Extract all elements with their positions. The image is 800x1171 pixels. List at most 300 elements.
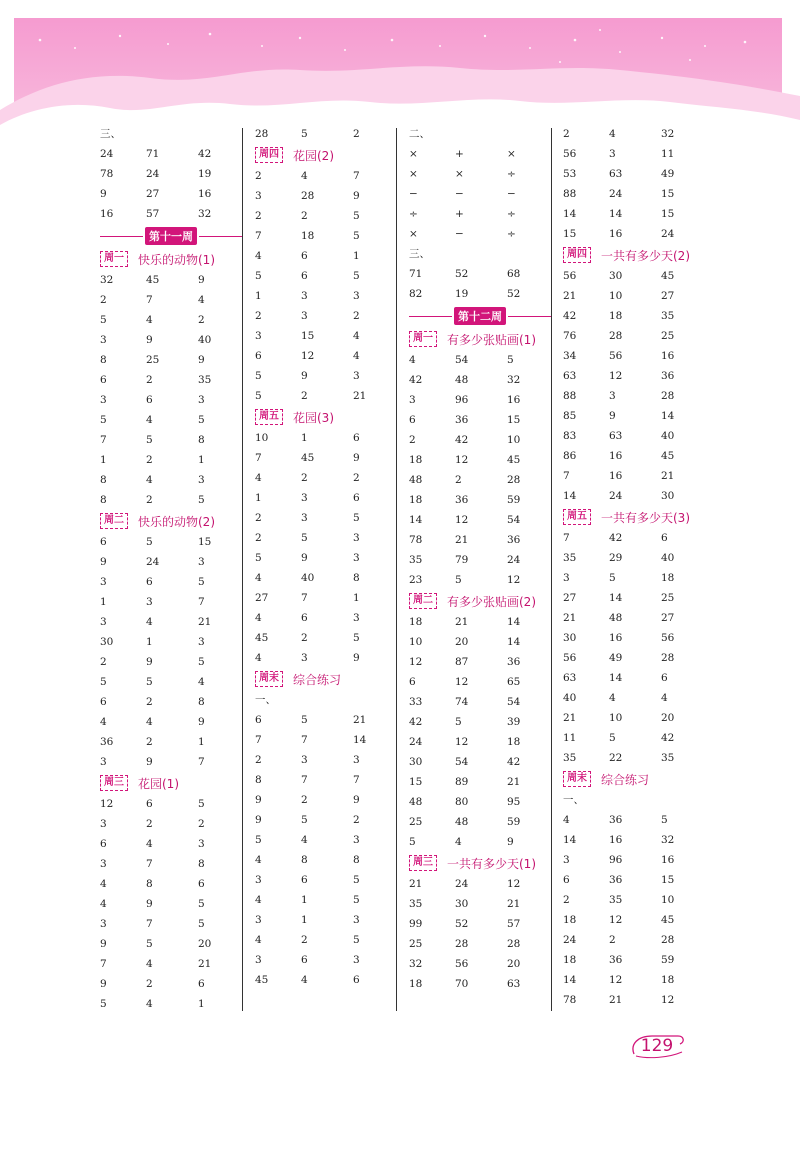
- answer-cell: 21: [409, 878, 423, 890]
- answer-row: [409, 692, 551, 712]
- answer-cell: 5: [255, 834, 262, 846]
- answer-row: [255, 468, 397, 488]
- answer-cell: 28: [661, 934, 675, 946]
- answer-cell: 49: [609, 652, 623, 664]
- answer-row: [100, 632, 242, 652]
- answer-cell: 65: [507, 676, 521, 688]
- answer-row: [100, 974, 242, 994]
- answer-cell: 7: [198, 756, 205, 768]
- answer-cell: 3: [255, 874, 262, 886]
- answer-cell: 2: [100, 656, 107, 668]
- answer-cell: 5: [353, 632, 360, 644]
- answer-cell: 4: [255, 652, 262, 664]
- answer-cell: 16: [661, 350, 675, 362]
- answer-row: [100, 370, 242, 390]
- answer-row: [409, 772, 551, 792]
- answer-cell: 3: [609, 390, 616, 402]
- answer-row: [255, 770, 397, 790]
- answer-row: [563, 708, 705, 728]
- answer-cell: 54: [455, 354, 469, 366]
- answer-cell: 8: [198, 696, 205, 708]
- answer-cell: 12: [455, 514, 469, 526]
- answer-cell: 9: [609, 410, 616, 422]
- answer-row: [100, 490, 242, 510]
- answer-cell: 87: [455, 656, 469, 668]
- answer-cell: 7: [100, 434, 107, 446]
- answer-cell: 9: [146, 756, 153, 768]
- answer-row: [409, 430, 551, 450]
- answer-cell: 4: [100, 878, 107, 890]
- answer-cell: 5: [609, 572, 616, 584]
- answer-cell: 10: [255, 432, 269, 444]
- answer-cell: 1: [100, 454, 107, 466]
- divider-line: [199, 236, 242, 237]
- answer-cell: 63: [507, 978, 521, 990]
- answer-cell: 25: [409, 938, 423, 950]
- answer-row: [100, 874, 242, 894]
- answer-cell: 35: [409, 898, 423, 910]
- answer-cell: 5: [255, 270, 262, 282]
- answer-cell: 2: [563, 128, 570, 140]
- answer-cell: 1: [353, 592, 360, 604]
- answer-row: [255, 890, 397, 910]
- answer-row: [409, 792, 551, 812]
- answer-cell: 3: [100, 394, 107, 406]
- section-header: [255, 406, 397, 428]
- answer-cell: 2: [146, 978, 153, 990]
- answer-row: [409, 204, 551, 224]
- answer-cell: 7: [198, 596, 205, 608]
- answer-row: [409, 832, 551, 852]
- answer-cell: 76: [563, 330, 577, 342]
- answer-cell: 32: [661, 128, 675, 140]
- answer-cell: 14: [507, 616, 521, 628]
- answer-cell: 56: [455, 958, 469, 970]
- answer-cell: 28: [507, 474, 521, 486]
- answer-cell: 5: [146, 938, 153, 950]
- answer-cell: 7: [100, 958, 107, 970]
- answer-cell: 2: [146, 494, 153, 506]
- answer-row: [100, 350, 242, 370]
- answer-cell: 49: [661, 168, 675, 180]
- answer-cell: 5: [198, 414, 205, 426]
- answer-cell: 9: [353, 652, 360, 664]
- answer-row: [409, 934, 551, 954]
- question-number: 二、: [409, 128, 430, 140]
- answer-cell: 6: [301, 954, 308, 966]
- answer-cell: 8: [353, 572, 360, 584]
- question-number: 三、: [100, 128, 121, 140]
- answer-cell: 4: [563, 814, 570, 826]
- section-title: 一共有多少天(1): [447, 856, 536, 871]
- answer-cell: 5: [198, 898, 205, 910]
- answer-cell: 5: [455, 574, 462, 586]
- answer-cell: 4: [455, 836, 462, 848]
- answer-row: [255, 608, 397, 628]
- answer-cell: 3: [100, 576, 107, 588]
- section-header: [255, 668, 397, 690]
- answer-cell: 5: [353, 894, 360, 906]
- answer-cell: 21: [353, 390, 367, 402]
- answer-cell: 7: [255, 452, 262, 464]
- answer-cell: 8: [301, 854, 308, 866]
- answer-row: [563, 486, 705, 506]
- answer-cell: 5: [198, 494, 205, 506]
- answer-cell: 21: [563, 712, 577, 724]
- answer-cell: 2: [301, 934, 308, 946]
- answer-cell: 80: [455, 796, 469, 808]
- answer-cell: 35: [198, 374, 212, 386]
- answer-cell: 12: [100, 798, 114, 810]
- week-title: 第十二周: [454, 307, 506, 325]
- answer-cell: 24: [563, 934, 577, 946]
- answer-cell: 24: [146, 556, 160, 568]
- answer-cell: 3: [198, 556, 205, 568]
- answer-cell: 8: [198, 434, 205, 446]
- answer-row: [255, 710, 397, 730]
- answer-cell: ×: [409, 168, 418, 180]
- answer-cell: 14: [609, 208, 623, 220]
- answer-cell: 3: [255, 914, 262, 926]
- answer-cell: 19: [198, 168, 212, 180]
- answer-row: [255, 186, 397, 206]
- answer-cell: 14: [409, 514, 423, 526]
- answer-cell: 12: [301, 350, 315, 362]
- answer-cell: 2: [301, 210, 308, 222]
- answer-cell: 6: [198, 978, 205, 990]
- answer-cell: 95: [507, 796, 521, 808]
- answer-cell: 4: [146, 474, 153, 486]
- answer-row: [563, 548, 705, 568]
- answer-cell: 21: [353, 714, 367, 726]
- answer-cell: 10: [609, 290, 623, 302]
- answer-row: [409, 732, 551, 752]
- answer-cell: 5: [146, 676, 153, 688]
- answer-cell: 28: [301, 190, 315, 202]
- answer-cell: 6: [146, 576, 153, 588]
- answer-cell: 83: [563, 430, 577, 442]
- answer-cell: 10: [661, 894, 675, 906]
- answer-cell: 18: [609, 310, 623, 322]
- answer-row: [100, 814, 242, 834]
- answer-cell: 34: [563, 350, 577, 362]
- answer-cell: 20: [661, 712, 675, 724]
- answer-cell: 12: [507, 574, 521, 586]
- answer-cell: 53: [563, 168, 577, 180]
- answer-cell: 28: [661, 652, 675, 664]
- week-title: 第十一周: [145, 227, 197, 245]
- answer-cell: 5: [198, 656, 205, 668]
- answer-cell: 48: [409, 796, 423, 808]
- question-number: 三、: [409, 248, 430, 260]
- answer-cell: 14: [507, 636, 521, 648]
- answer-cell: 15: [507, 414, 521, 426]
- answer-cell: 9: [100, 978, 107, 990]
- answer-cell: 11: [563, 732, 577, 744]
- answer-cell: 15: [661, 874, 675, 886]
- answer-cell: 6: [301, 250, 308, 262]
- answer-row: [255, 448, 397, 468]
- answer-row: [563, 648, 705, 668]
- answer-cell: 21: [661, 470, 675, 482]
- answer-row: [100, 144, 242, 164]
- answer-cell: 2: [301, 632, 308, 644]
- answer-cell: 4: [301, 834, 308, 846]
- section-header: [409, 852, 551, 874]
- answer-cell: 3: [198, 474, 205, 486]
- answer-cell: 96: [609, 854, 623, 866]
- answer-cell: 2: [146, 818, 153, 830]
- answer-cell: 12: [609, 914, 623, 926]
- answer-cell: 2: [353, 310, 360, 322]
- answer-cell: 3: [100, 858, 107, 870]
- answer-cell: 99: [409, 918, 423, 930]
- answer-cell: 2: [198, 314, 205, 326]
- answer-row: [409, 164, 551, 184]
- answer-cell: 9: [353, 452, 360, 464]
- answer-cell: 3: [353, 532, 360, 544]
- answer-cell: 5: [100, 314, 107, 326]
- answer-cell: 36: [609, 814, 623, 826]
- answer-cell: 3: [100, 818, 107, 830]
- answer-cell: 35: [661, 752, 675, 764]
- section-header: [563, 506, 705, 528]
- answer-cell: 5: [661, 814, 668, 826]
- answer-row: [100, 532, 242, 552]
- answer-cell: 36: [100, 736, 114, 748]
- answer-cell: 3: [563, 572, 570, 584]
- answer-cell: 35: [563, 752, 577, 764]
- section-header: [100, 772, 242, 794]
- answer-cell: 2: [353, 814, 360, 826]
- answer-cell: 5: [198, 918, 205, 930]
- answer-cell: 35: [563, 552, 577, 564]
- answer-cell: 29: [609, 552, 623, 564]
- answer-cell: 56: [661, 632, 675, 644]
- answer-cell: 45: [301, 452, 315, 464]
- answer-cell: 10: [409, 636, 423, 648]
- answer-row: [409, 874, 551, 894]
- answer-cell: 36: [455, 414, 469, 426]
- answer-row: [255, 286, 397, 306]
- answer-cell: 42: [609, 532, 623, 544]
- answer-cell: 3: [609, 148, 616, 160]
- answer-cell: 9: [198, 274, 205, 286]
- answer-cell: 35: [409, 554, 423, 566]
- answer-cell: 48: [609, 612, 623, 624]
- answer-cell: ×: [409, 148, 418, 160]
- answer-row: [100, 854, 242, 874]
- answer-cell: 6: [661, 532, 668, 544]
- answer-cell: 16: [198, 188, 212, 200]
- answer-row: [563, 830, 705, 850]
- question-number: 一、: [255, 694, 276, 706]
- answer-row: [563, 688, 705, 708]
- answer-cell: 63: [563, 370, 577, 382]
- answer-row: [255, 790, 397, 810]
- answer-cell: 8: [255, 774, 262, 786]
- answer-cell: 24: [507, 554, 521, 566]
- answer-cell: 45: [146, 274, 160, 286]
- answer-cell: 6: [301, 874, 308, 886]
- answer-cell: 86: [563, 450, 577, 462]
- section-title: 花园(1): [138, 776, 179, 791]
- answer-cell: 24: [100, 148, 114, 160]
- answer-cell: 10: [609, 712, 623, 724]
- answer-cell: 24: [409, 736, 423, 748]
- answer-row: [255, 970, 397, 990]
- answer-row: [563, 164, 705, 184]
- answer-cell: 88: [563, 188, 577, 200]
- section-header: [563, 244, 705, 266]
- answer-cell: 5: [301, 532, 308, 544]
- answer-cell: 2: [100, 294, 107, 306]
- answer-cell: −: [455, 228, 464, 240]
- answer-cell: 16: [609, 228, 623, 240]
- answer-cell: 78: [100, 168, 114, 180]
- answer-row: [409, 570, 551, 590]
- answer-row: [255, 588, 397, 608]
- answer-cell: 18: [563, 954, 577, 966]
- answer-row: [409, 450, 551, 470]
- answer-row: [255, 326, 397, 346]
- answer-cell: 27: [146, 188, 160, 200]
- answer-cell: 3: [353, 954, 360, 966]
- answer-cell: 40: [563, 692, 577, 704]
- page-number: 129: [640, 1036, 674, 1056]
- answer-cell: 14: [563, 974, 577, 986]
- answer-cell: 6: [146, 798, 153, 810]
- answer-row: [409, 390, 551, 410]
- answer-cell: 2: [146, 736, 153, 748]
- answer-cell: 36: [507, 534, 521, 546]
- answer-row: [563, 608, 705, 628]
- answer-cell: 7: [146, 294, 153, 306]
- answer-cell: 8: [353, 854, 360, 866]
- answer-cell: 2: [255, 210, 262, 222]
- answer-cell: 1: [198, 736, 205, 748]
- answer-row: [409, 612, 551, 632]
- answer-row: [255, 870, 397, 890]
- answer-cell: 9: [146, 656, 153, 668]
- answer-cell: 96: [455, 394, 469, 406]
- week-header: [409, 304, 551, 328]
- answer-cell: 12: [455, 454, 469, 466]
- answer-cell: 9: [301, 370, 308, 382]
- answer-cell: 6: [301, 270, 308, 282]
- answer-row: [409, 184, 551, 204]
- answer-cell: 14: [609, 592, 623, 604]
- answer-cell: 1: [301, 914, 308, 926]
- day-tag: 周三: [409, 855, 437, 871]
- answer-cell: 3: [301, 310, 308, 322]
- answer-cell: 4: [146, 414, 153, 426]
- answer-cell: 5: [353, 874, 360, 886]
- answer-cell: 5: [353, 210, 360, 222]
- answer-cell: ×: [507, 148, 516, 160]
- answer-cell: 36: [609, 874, 623, 886]
- answer-cell: 6: [255, 714, 262, 726]
- answer-cell: 1: [146, 636, 153, 648]
- answer-cell: 3: [100, 334, 107, 346]
- column-divider: [551, 128, 552, 1011]
- day-tag: 周四: [563, 247, 591, 263]
- column-divider: [242, 128, 243, 1011]
- answer-cell: 4: [255, 854, 262, 866]
- answer-cell: 42: [507, 756, 521, 768]
- answer-cell: 8: [100, 474, 107, 486]
- answer-cell: 24: [661, 228, 675, 240]
- section-title: 快乐的动物(2): [138, 514, 215, 529]
- answer-cell: 8: [146, 878, 153, 890]
- answer-cell: 30: [409, 756, 423, 768]
- page-number-badge: [628, 1032, 686, 1060]
- section-header: [409, 328, 551, 350]
- answer-cell: 8: [198, 858, 205, 870]
- answer-row: [563, 870, 705, 890]
- answer-cell: 85: [563, 410, 577, 422]
- answer-row: [409, 954, 551, 974]
- answer-cell: 12: [609, 370, 623, 382]
- answer-cell: 4: [100, 716, 107, 728]
- answer-cell: 15: [301, 330, 315, 342]
- answer-row: [255, 910, 397, 930]
- answer-row: [563, 910, 705, 930]
- answer-row: [255, 850, 397, 870]
- answer-cell: 4: [255, 250, 262, 262]
- answer-cell: 45: [661, 270, 675, 282]
- answer-cell: 5: [507, 354, 514, 366]
- answer-cell: 18: [301, 230, 315, 242]
- answer-cell: 5: [353, 512, 360, 524]
- answer-row: [409, 470, 551, 490]
- answer-cell: 3: [198, 838, 205, 850]
- answer-cell: 4: [609, 128, 616, 140]
- answer-row: [255, 266, 397, 286]
- answer-cell: 6: [100, 536, 107, 548]
- answer-cell: 6: [100, 838, 107, 850]
- answer-cell: ×: [409, 228, 418, 240]
- answer-cell: 54: [507, 514, 521, 526]
- answer-cell: 4: [255, 934, 262, 946]
- answer-row: [255, 548, 397, 568]
- day-tag: 周五: [563, 509, 591, 525]
- answer-cell: 6: [353, 432, 360, 444]
- answer-cell: 3: [255, 190, 262, 202]
- answer-row: [409, 530, 551, 550]
- answer-row: [563, 144, 705, 164]
- answer-row: [255, 568, 397, 588]
- answer-row: [255, 246, 397, 266]
- answer-cell: 12: [409, 656, 423, 668]
- answer-row: [255, 488, 397, 508]
- answer-cell: 3: [301, 290, 308, 302]
- section-title: 一共有多少天(3): [601, 510, 690, 525]
- answer-cell: 7: [563, 532, 570, 544]
- answer-row: [563, 748, 705, 768]
- answer-row: [563, 446, 705, 466]
- answer-cell: 21: [563, 290, 577, 302]
- answer-cell: 59: [507, 816, 521, 828]
- answer-row: [100, 310, 242, 330]
- answer-cell: 89: [455, 776, 469, 788]
- answer-cell: 20: [507, 958, 521, 970]
- answer-cell: 6: [353, 974, 360, 986]
- section-title: 花园(3): [293, 410, 334, 425]
- answer-cell: 5: [255, 390, 262, 402]
- answer-cell: 2: [409, 434, 416, 446]
- answer-cell: 82: [409, 288, 423, 300]
